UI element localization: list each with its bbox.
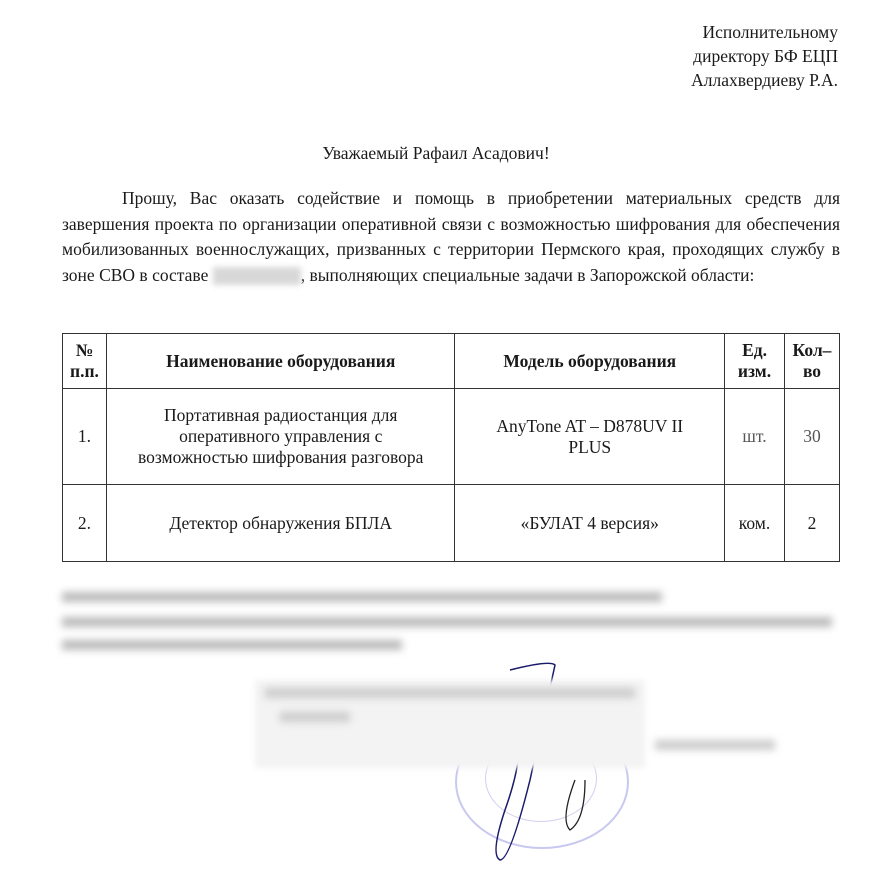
- cell-num: 2.: [63, 485, 107, 562]
- body-text-end: , выполняющих специальные задачи в Запорожской области:: [300, 264, 755, 285]
- body-text: Прошу, Вас оказать содействие и помощь в приобретении материальных средств для завершения проекта по организации оперативной связи с возможностью шифрования для обеспечения мобилизованных военнослужащих, призванных с территории Пермского края, проходящих службу в зоне СВО в составе: [62, 188, 840, 285]
- salutation: Уважаемый Рафаил Асадович!: [322, 143, 550, 163]
- cell-qty: 30: [784, 389, 839, 485]
- header-unit: Ед. изм.: [725, 334, 785, 389]
- request-paragraph: [62, 186, 840, 288]
- cell-qty: 2: [784, 485, 839, 562]
- header-model: Модель оборудования: [455, 334, 725, 389]
- addressee-line: директору БФ ЕЦП: [693, 46, 838, 66]
- addressee-line: Исполнительному: [702, 22, 838, 42]
- cell-name: Детектор обнаружения БПЛА: [106, 485, 454, 562]
- cell-unit: шт.: [725, 389, 785, 485]
- addressee-block: [691, 20, 838, 92]
- table-row: [63, 389, 840, 485]
- cell-name: Портативная радиостанция для оперативного управления с возможностью шифрования разговора: [106, 389, 454, 485]
- redacted-unit: [213, 267, 301, 285]
- header-name: Наименование оборудования: [106, 334, 454, 389]
- equipment-table: [62, 333, 840, 562]
- header-num: № п.п.: [63, 334, 107, 389]
- cell-num: 1.: [63, 389, 107, 485]
- table-row: [63, 485, 840, 562]
- header-qty: Кол–во: [784, 334, 839, 389]
- table-header-row: [63, 334, 840, 389]
- cell-model: «БУЛАТ 4 версия»: [455, 485, 725, 562]
- cell-model: AnyTone AT – D878UV II PLUS: [455, 389, 725, 485]
- addressee-line: Аллахвердиеву Р.А.: [691, 70, 838, 90]
- cell-unit: ком.: [725, 485, 785, 562]
